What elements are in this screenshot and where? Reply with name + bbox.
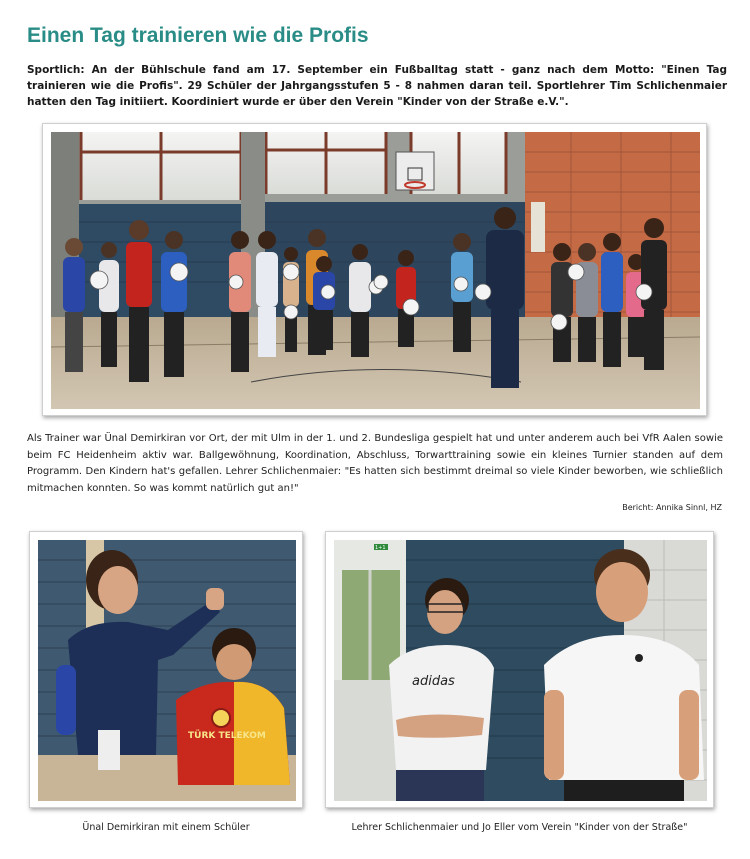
article-credit: Bericht: Annika Sinnl, HZ: [622, 503, 722, 512]
photo-teacher-and-club: [325, 531, 714, 808]
photo-coach-with-student: [29, 531, 303, 808]
coach-student-image: [38, 540, 296, 801]
shirt-text-adidas: adidas: [412, 674, 455, 689]
caption-right: Lehrer Schlichenmaier und Jo Eller vom Verein "Kinder von der Straße": [351, 822, 688, 833]
photo-group-training: [42, 123, 707, 416]
article-title: Einen Tag trainieren wie die Profis: [27, 24, 369, 47]
shirt-text-student: TÜRK TELEKOM: [188, 731, 266, 741]
teacher-club-image: [334, 540, 707, 801]
exit-sign-text: 1+1: [375, 545, 386, 551]
group-photo-image: [51, 132, 700, 409]
caption-left: Ünal Demirkiran mit einem Schüler: [82, 822, 250, 833]
article-lead: Sportlich: An der Bühlschule fand am 17. September ein Fußballtag statt - ganz nach dem Motto: "Einen Tag trainieren wie die Profis". 29 Schüler der Jahrgangsstufen 5 - 8 nahmen daran teil. Sportlehrer Tim Schlichenmaier hatten den Tag initiiert. Koordiniert wurde er über den Verein "Kinder von der Straße e.V.".: [27, 64, 727, 108]
article-body: Als Trainer war Ünal Demirkiran vor Ort, der mit Ulm in der 1. und 2. Bundesliga gespielt hat und unter anderem auch bei VfR Aalen sowie beim FC Heidenheim aktiv war. Ballgewöhnung, Koordination, Abschluss, Torwarttraining sowie ein kleines Turnier standen auf dem Programm. Den Kindern hat's gefallen. Lehrer Schlichenmaier: "Es hatten sich bestimmt dreimal so viele Kinder beworben, wie schließlich mitmachen konnten. So was kommt natürlich gut an!": [27, 433, 723, 494]
